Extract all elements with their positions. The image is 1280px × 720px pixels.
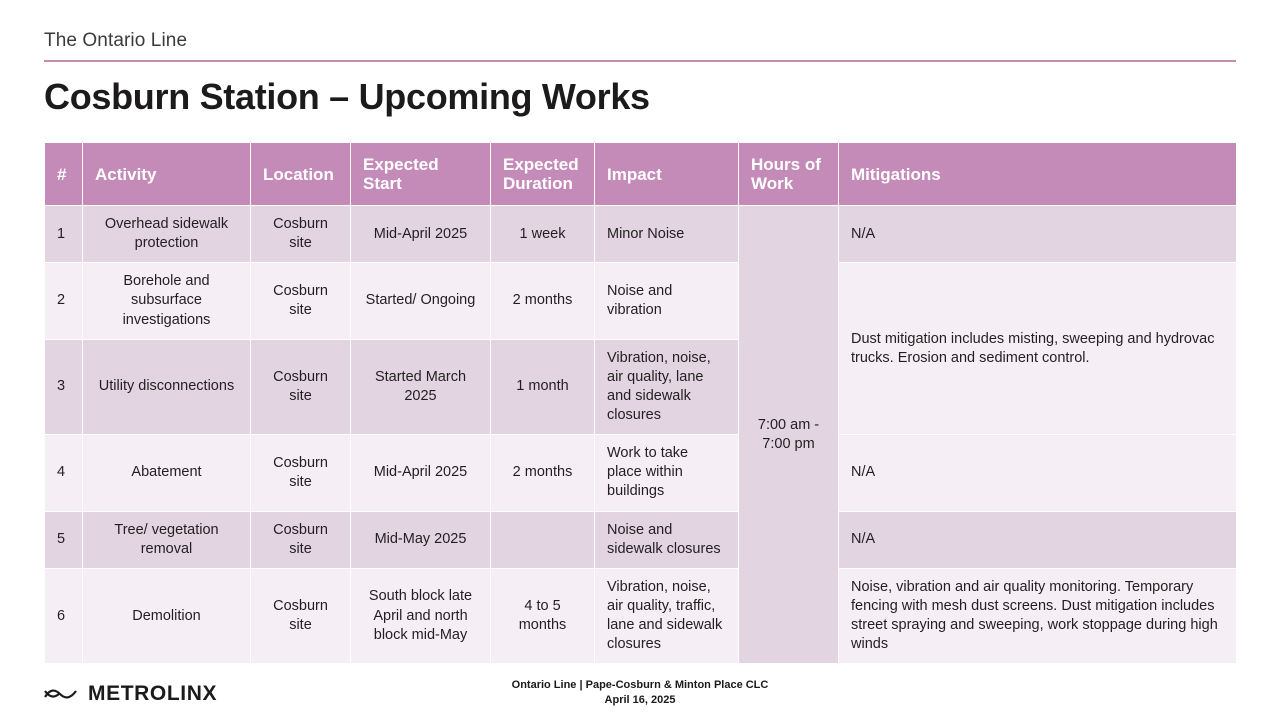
cell-expected-start: South block late April and north block mid-May	[351, 568, 491, 664]
cell-expected-duration: 2 months	[491, 435, 595, 511]
footer-line-1: Ontario Line | Pape-Cosburn & Minton Place CLC	[511, 679, 769, 692]
cell-expected-duration: 2 months	[491, 263, 595, 339]
cell-activity: Utility disconnections	[83, 339, 251, 435]
column-header-expected-duration: Expected Duration	[491, 143, 595, 206]
cell-activity: Overhead sidewalk protection	[83, 206, 251, 263]
cell-mitigation: Noise, vibration and air quality monitoring. Temporary fencing with mesh dust screens. Dust mitigation includes street spraying and sweeping, work stoppage during high winds	[839, 568, 1237, 664]
cell-impact: Work to take place within buildings	[595, 435, 739, 511]
cell-impact: Noise and sidewalk closures	[595, 511, 739, 568]
table-row	[45, 435, 1237, 511]
cell-mitigation: N/A	[839, 511, 1237, 568]
cell-mitigation-merged: Dust mitigation includes misting, sweeping and hydrovac trucks. Erosion and sediment control.	[839, 263, 1237, 435]
cell-impact: Vibration, noise, air quality, traffic, lane and sidewalk closures	[595, 568, 739, 664]
page-title: Cosburn Station – Upcoming Works	[44, 76, 650, 117]
footer-caption	[0, 678, 1280, 708]
cell-number: 3	[45, 339, 83, 435]
cell-expected-start: Mid-May 2025	[351, 511, 491, 568]
cell-mitigation: N/A	[839, 206, 1237, 263]
cell-hours-of-work-merged: 7:00 am - 7:00 pm	[739, 206, 839, 664]
cell-number: 4	[45, 435, 83, 511]
table-header-row	[45, 143, 1237, 206]
column-header-location: Location	[251, 143, 351, 206]
table-row	[45, 568, 1237, 664]
column-header-expected-start: Expected Start	[351, 143, 491, 206]
column-header-mitigations: Mitigations	[839, 143, 1237, 206]
cell-impact: Vibration, noise, air quality, lane and sidewalk closures	[595, 339, 739, 435]
column-header-impact: Impact	[595, 143, 739, 206]
cell-mitigation: N/A	[839, 435, 1237, 511]
cell-activity: Abatement	[83, 435, 251, 511]
cell-expected-duration	[491, 511, 595, 568]
column-header-activity: Activity	[83, 143, 251, 206]
cell-expected-start: Mid-April 2025	[351, 206, 491, 263]
cell-activity: Borehole and subsurface investigations	[83, 263, 251, 339]
footer-line-2: April 16, 2025	[604, 694, 676, 707]
cell-number: 1	[45, 206, 83, 263]
cell-activity: Demolition	[83, 568, 251, 664]
upcoming-works-table	[44, 142, 1237, 664]
column-header-hours-of-work: Hours of Work	[739, 143, 839, 206]
cell-location: Cosburn site	[251, 568, 351, 664]
cell-expected-duration: 1 week	[491, 206, 595, 263]
header-divider	[44, 60, 1236, 62]
cell-number: 6	[45, 568, 83, 664]
table-row	[45, 511, 1237, 568]
table-row	[45, 206, 1237, 263]
cell-expected-start: Started/ Ongoing	[351, 263, 491, 339]
table-row	[45, 263, 1237, 339]
cell-impact: Noise and vibration	[595, 263, 739, 339]
column-header-number: #	[45, 143, 83, 206]
cell-location: Cosburn site	[251, 511, 351, 568]
cell-activity: Tree/ vegetation removal	[83, 511, 251, 568]
cell-number: 5	[45, 511, 83, 568]
cell-location: Cosburn site	[251, 339, 351, 435]
eyebrow-text: The Ontario Line	[44, 30, 188, 51]
cell-expected-start: Mid-April 2025	[351, 435, 491, 511]
cell-location: Cosburn site	[251, 206, 351, 263]
cell-expected-duration: 4 to 5 months	[491, 568, 595, 664]
cell-impact: Minor Noise	[595, 206, 739, 263]
cell-location: Cosburn site	[251, 263, 351, 339]
cell-expected-duration: 1 month	[491, 339, 595, 435]
cell-number: 2	[45, 263, 83, 339]
cell-location: Cosburn site	[251, 435, 351, 511]
cell-expected-start: Started March 2025	[351, 339, 491, 435]
slide-footer	[0, 664, 1280, 720]
metrolinx-wordmark: METROLINX	[88, 682, 218, 705]
